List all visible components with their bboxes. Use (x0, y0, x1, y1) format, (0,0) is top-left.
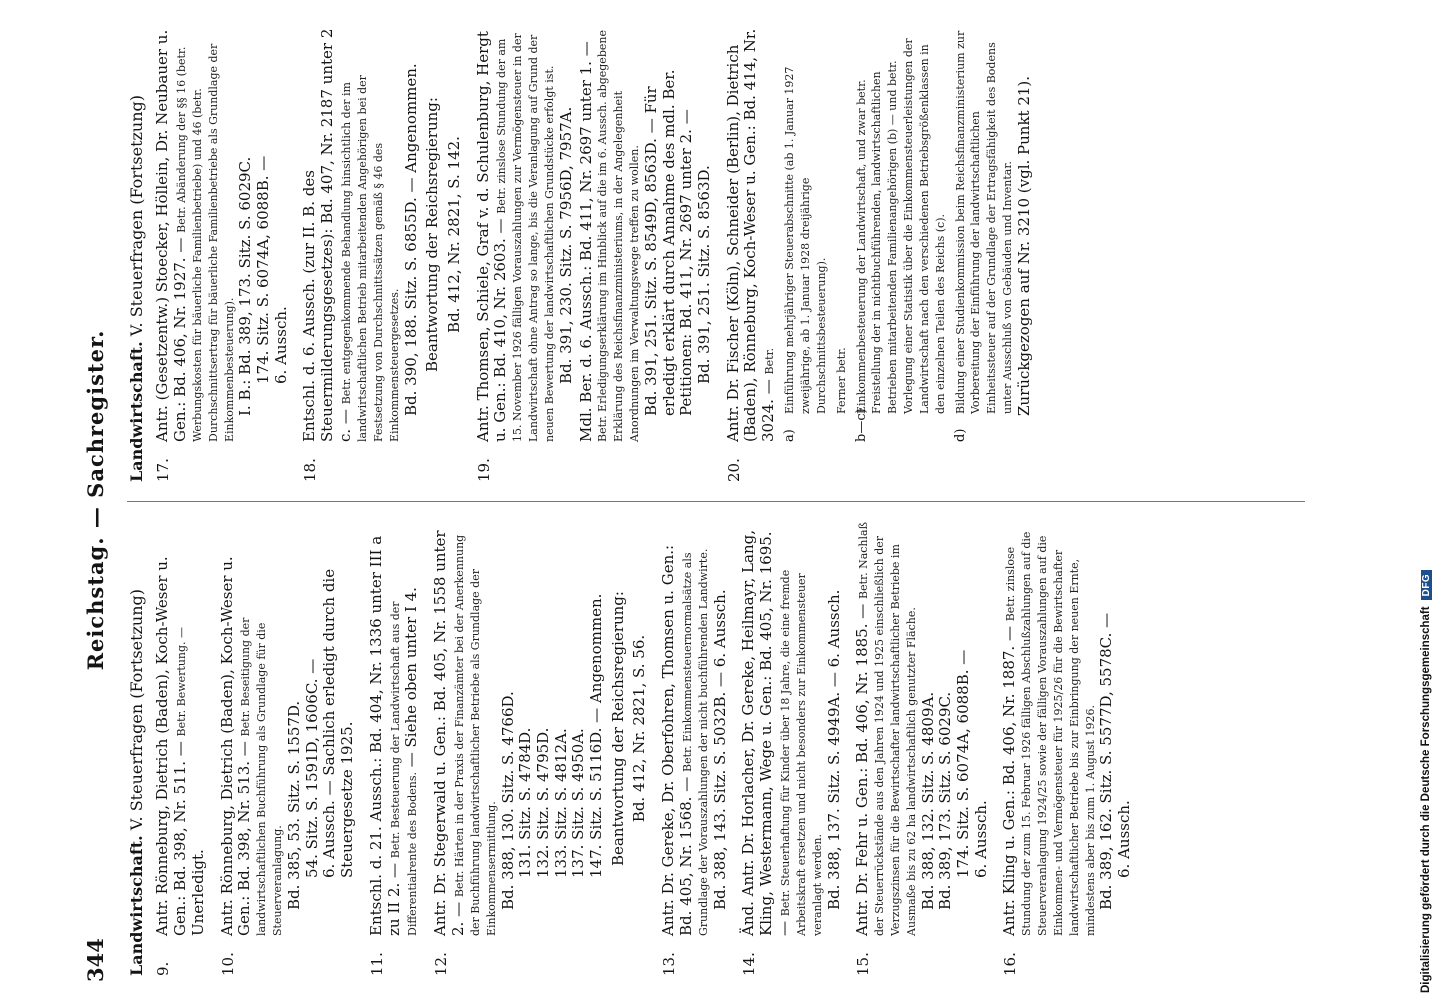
petitions-reference: Bd. 391, 251. Sitz. S. 8563D. (694, 165, 713, 384)
entry-note: Betr. Nachlaß der Steuerrückstände aus den Jahren 1924 und 1925 einschließlich der Verzugszinsen für die Bewirtschafter landwirtschaftlicher Betriebe im Ausmaße bis zu 62 ha landwirtschaftlich genutzter Fläche. (857, 522, 918, 936)
entry-motion: Antr. (Gesetzentw.) Stoecker, Höllein, Dr. Neubauer u. Gen.: Bd. 406, Nr. 1927. — (153, 29, 190, 442)
entry-motion: Antr. Rönneburg, Dietrich (Baden), Koch-Weser u. Gen.: Bd. 398, Nr. 511. — (153, 556, 190, 936)
entry-10 (219, 521, 357, 976)
right-column-heading (127, 27, 146, 482)
entry-note: Betr. Abänderung der §§ 16 (betr. Werbungskosten für bäuerliche Familienbetriebe) und 46 (betr. Durchschnittsertrag für bäuerliche Familienbetriebe als Grundlage der Einkommenbesteuerung). (175, 43, 236, 442)
entry-reference: Bd. 389, 162. Sitz. S. 5577D, 5578C. — (1097, 612, 1116, 910)
sub-item-letter: a) (782, 429, 798, 442)
entry-reference: 6. Aussch. (1115, 800, 1134, 878)
entry-reference: 132. Sitz. S. 4795D. (533, 727, 552, 878)
entry-reference: Bd. 388, 137. Sitz. S. 4949A. — 6. Aussch. (824, 589, 843, 910)
entry-reference: 137. Sitz. S. 4950A. (569, 728, 588, 878)
section-title: Landwirtschaft. (127, 341, 146, 482)
entry-motion: Antr. Thomsen, Schiele, Graf v. d. Schulenburg, Hergt u. Gen.: Bd. 410, Nr. 2603. — (473, 31, 510, 442)
entry-reference: 6. Aussch. (271, 306, 290, 384)
running-title: Reichstag. — Sachregister. (83, 329, 108, 671)
entry-reference: 174. Sitz. S. 6074A, 6088B. — (953, 649, 972, 878)
entry-number: 11. (367, 952, 386, 976)
sub-item-letter: b—c) (853, 408, 869, 442)
entry-motion: Entschl. d. 21. Aussch.: Bd. 404, Nr. 1336 unter III a zu II 2. — (366, 535, 403, 936)
entry-reference: 131. Sitz. S. 4784D. (516, 727, 535, 878)
section-subtitle: V. Steuerfragen (Fortsetzung) (127, 94, 146, 342)
entry-motion: Entschl. d. 6. Aussch. (zur II. B. des Steuermilderungsgesetzes): Bd. 407, Nr. 2187 unter 2 c. — (300, 28, 355, 442)
entry-number: 18. (301, 458, 320, 482)
page-number: 344 (83, 938, 108, 982)
entry-motion: Antr. Dr. Stegerwald u. Gen.: Bd. 405, Nr. 1558 unter 2. — (431, 530, 468, 936)
government-answer-ref: Bd. 412, Nr. 2821, S. 142. (444, 136, 463, 333)
section-subtitle: V. Steuerfragen (Fortsetzung) (127, 588, 146, 836)
entry-number: 15. (854, 952, 873, 976)
entry-reference: 133. Sitz. S. 4812A. (551, 728, 570, 878)
entry-reference: 174. Sitz. S. 6074A, 6088B. — (254, 155, 273, 384)
rotated-page-content (75, 0, 1415, 1000)
entry-note: Betr. Bewertung. — (175, 626, 189, 737)
entry-motion: Antr. Dr. Gereke, Dr. Oberfohren, Thomsen u. Gen.: Bd. 405, Nr. 1568. — (659, 544, 695, 936)
entry-reference: Bd. 389, 173. Sitz. S. 6029C. (936, 691, 955, 910)
entry-reference: Bd. 391, 251. Sitz. S. 8549D, 8563D. — Für erledigt erklärt durch Annahme des mdl. Ber. (641, 69, 678, 416)
entry-note: Betr. Steuerhaftung für Kinder über 18 Jahre, die eine fremde Arbeitskraft ersetzen und nicht besonders zur Einkommensteuer veranlagt werden. (779, 569, 824, 936)
dfg-logo: DFG (1421, 570, 1432, 601)
entry-motion: Antr. Dr. Fischer (Köln), Schneider (Berlin), Dietrich (Baden), Rönneburg, Koch-Weser u. Gen.: Bd. 414, Nr. 3024. — (723, 28, 778, 442)
entry-reference: 147. Sitz. S. 5116D. — Angenommen. (587, 593, 606, 878)
entry-number: 16. (1001, 952, 1020, 976)
government-answer-ref: Bd. 412, Nr. 2821, S. 56. (630, 634, 649, 823)
entry-reference: Bd. 388, 130. Sitz. S. 4766D. (498, 691, 517, 910)
sub-item-text: Ferner betr. (834, 347, 848, 414)
sub-item-d (953, 27, 1016, 442)
sub-item-letter: d) (952, 428, 968, 442)
committee-report: Mdl. Ber. d. 6. Aussch.: Bd. 411, Nr. 2697 unter 1. — (576, 41, 595, 442)
entry-number: 12. (432, 952, 451, 976)
entry-13 (660, 521, 729, 976)
column-divider (127, 501, 1305, 502)
entry-reference: 6. Aussch. (971, 800, 990, 878)
credit-text: Digitalisierung gefördert durch die Deutsche Forschungsgemeinschaft (1420, 606, 1432, 993)
running-head (75, 0, 115, 1000)
government-answer-label: Beantwortung der Reichsregierung: (608, 591, 627, 866)
entry-status: Zurückgezogen auf Nr. 3210 (vgl. Punkt 21). (1014, 75, 1033, 416)
sub-item-ferner (834, 27, 850, 442)
entry-14 (740, 521, 843, 976)
digitization-credit (1402, 8, 1432, 993)
entry-reference: I. B.: Bd. 389, 173. Sitz. S. 6029C. (236, 156, 255, 416)
government-answer-label: Beantwortung der Reichsregierung: (423, 97, 442, 372)
entry-reference: Bd. 388, 143. Sitz. S. 5032B. — 6. Aussch. (710, 589, 729, 910)
left-column (127, 521, 1145, 976)
left-column-heading (127, 521, 146, 976)
entry-9 (154, 521, 207, 976)
entry-number: 14. (740, 952, 759, 976)
entry-reference: 54. Sitz. S. 1591D, 1606C. — (302, 658, 321, 878)
entry-note: Betr. zinslose Stundung der am 15. November 1926 fälligen Vorauszahlungen zur Vermögensteuer in der Landwirtschaft ohne Antrag so lange, bis die Veranlagung auf Grund der neuen Bewertung der landwirtschaftlichen Grundstücke erfolgt ist. (495, 33, 556, 442)
sub-item-text: Einkommenbesteuerung der Landwirtschaft, und zwar betr. Freistellung der in nichtbuchführenden, landwirtschaftlichen Betrieben mitarbeitenden Familienangehörigen (b) — und betr. Vorlegung einer Statistik über die Einkommensteuerleistungen der Landwirtschaft nach den verschiedenen Betriebsgrößenklassen in den einzelnen Teilen des Reichs (c). (854, 38, 947, 414)
entry-note: Betr. Beseitigung der landwirtschaftlichen Buchführung als Grundlage für die Steuerveranlagung. (239, 617, 285, 936)
committee-report-note: Betr. Erledigungserklärung im Hinblick auf die im 6. Aussch. abgegebene Erklärung des Reichsfinanzministeriums, in der Angelegenheit Anordnungen im Verwaltungswege treffen zu wollen. (596, 30, 642, 442)
entry-status: — Siehe oben unter I 4. (402, 587, 421, 772)
entry-12 (432, 521, 649, 976)
sub-item-text: Einführung mehrjähriger Steuerabschnitte (ab 1. Januar 1927 zweijährige, ab 1. Januar 1928 dreijährige Durchschnittsbesteuerung). (783, 66, 828, 414)
entry-11 (368, 521, 422, 976)
entry-number: 20. (724, 458, 743, 482)
entry-note: Betr. entgegenkommende Behandlung hinsichtlich der im landwirtschaftlichen Betrieb mitarbeitenden Angehörigen bei der Festsetzung von Durchschnittssätzen gemäß § 46 des Einkommensteuergesetzes. (340, 75, 401, 442)
entry-number: 10. (218, 952, 237, 976)
entry-note: Betr. Einkommensteuernormalsätze als Grundlage der Vorauszahlungen der nicht buchführenden Landwirte. (680, 548, 710, 936)
sub-item-text: Bildung einer Studienkommission beim Reichsfinanzministerium zur Vorbereitung der Einführung der landwirtschaftlichen Einheitssteuer auf der Grundlage der Ertragsfähigkeit des Bodens unter Ausschluß von Gebäuden und Inventar. (953, 30, 1015, 414)
entry-motion: Antr. Kling u. Gen.: Bd. 406, Nr. 1887. — (1000, 621, 1019, 936)
entry-motion: Änd. Antr. Dr. Horlacher, Dr. Gereke, Heilmayr, Lang, Kling, Westermann, Wege u. Gen.: Bd. 405, Nr. 1695. — (739, 530, 793, 936)
section-title: Landwirtschaft. (127, 835, 146, 976)
entry-number: 17. (154, 458, 173, 482)
entry-17 (154, 27, 290, 482)
entry-reference: 6. Aussch. — Sachlich erledigt durch die Steuergesetze 1925. (320, 568, 356, 878)
entry-15 (854, 521, 990, 976)
entry-note: Betr. Härten in der Praxis der Finanzämter bei der Anerkennung der Buchführung landwirtschaftlicher Betriebe als Grundlage der Einkommensermittlung. (453, 534, 498, 936)
right-column (127, 27, 1045, 482)
entry-reference: Bd. 391, 230. Sitz. S. 7956D, 7957A. (556, 106, 575, 384)
petitions: Petitionen: Bd. 411, Nr. 2697 unter 2. — (677, 109, 696, 416)
entry-note: Betr. Besteuerung der Landwirtschaft aus der Differentialrente des Bodens. (388, 601, 420, 936)
entry-18 (301, 27, 463, 482)
sub-item-a (782, 27, 830, 442)
entry-note: Betr. (763, 347, 777, 375)
entry-motion: Antr. Rönneburg, Dietrich (Baden), Koch-Weser u. Gen.: Bd. 398, Nr. 513. — (217, 556, 254, 936)
entry-19 (475, 27, 714, 482)
entry-number: 9. (154, 961, 173, 976)
entry-reference: Bd. 390, 188. Sitz. S. 6855D. — Angenommen. (401, 63, 420, 416)
entry-16 (1001, 521, 1133, 976)
entry-20 (725, 27, 1034, 482)
sub-item-b-c (854, 27, 949, 442)
entry-reference: Bd. 388, 132. Sitz. S. 4809A. (918, 691, 937, 910)
entry-number: 19. (474, 458, 493, 482)
entry-number: 13. (660, 952, 679, 976)
entry-reference: Bd. 385, 53. Sitz. S. 1557D. (284, 700, 303, 910)
entry-motion: Antr. Dr. Fehr u. Gen.: Bd. 406, Nr. 1885. — (853, 598, 872, 936)
entry-note: Betr. zinslose Stundung der zum 15. Februar 1926 fälligen Abschlußzahlungen auf die Steuerveranlagung 1924/25 sowie der fälligen Vorauszahlungen auf die Einkommen- und Vermögensteuer für 1925/26 für die Bewirtschafter landwirtschaftlicher Betriebe bis zur Einbringung der neuen Ernte, mindestens aber bis zum 1. August 1926. (1004, 531, 1097, 936)
entry-status: Unerledigt. (188, 849, 207, 936)
